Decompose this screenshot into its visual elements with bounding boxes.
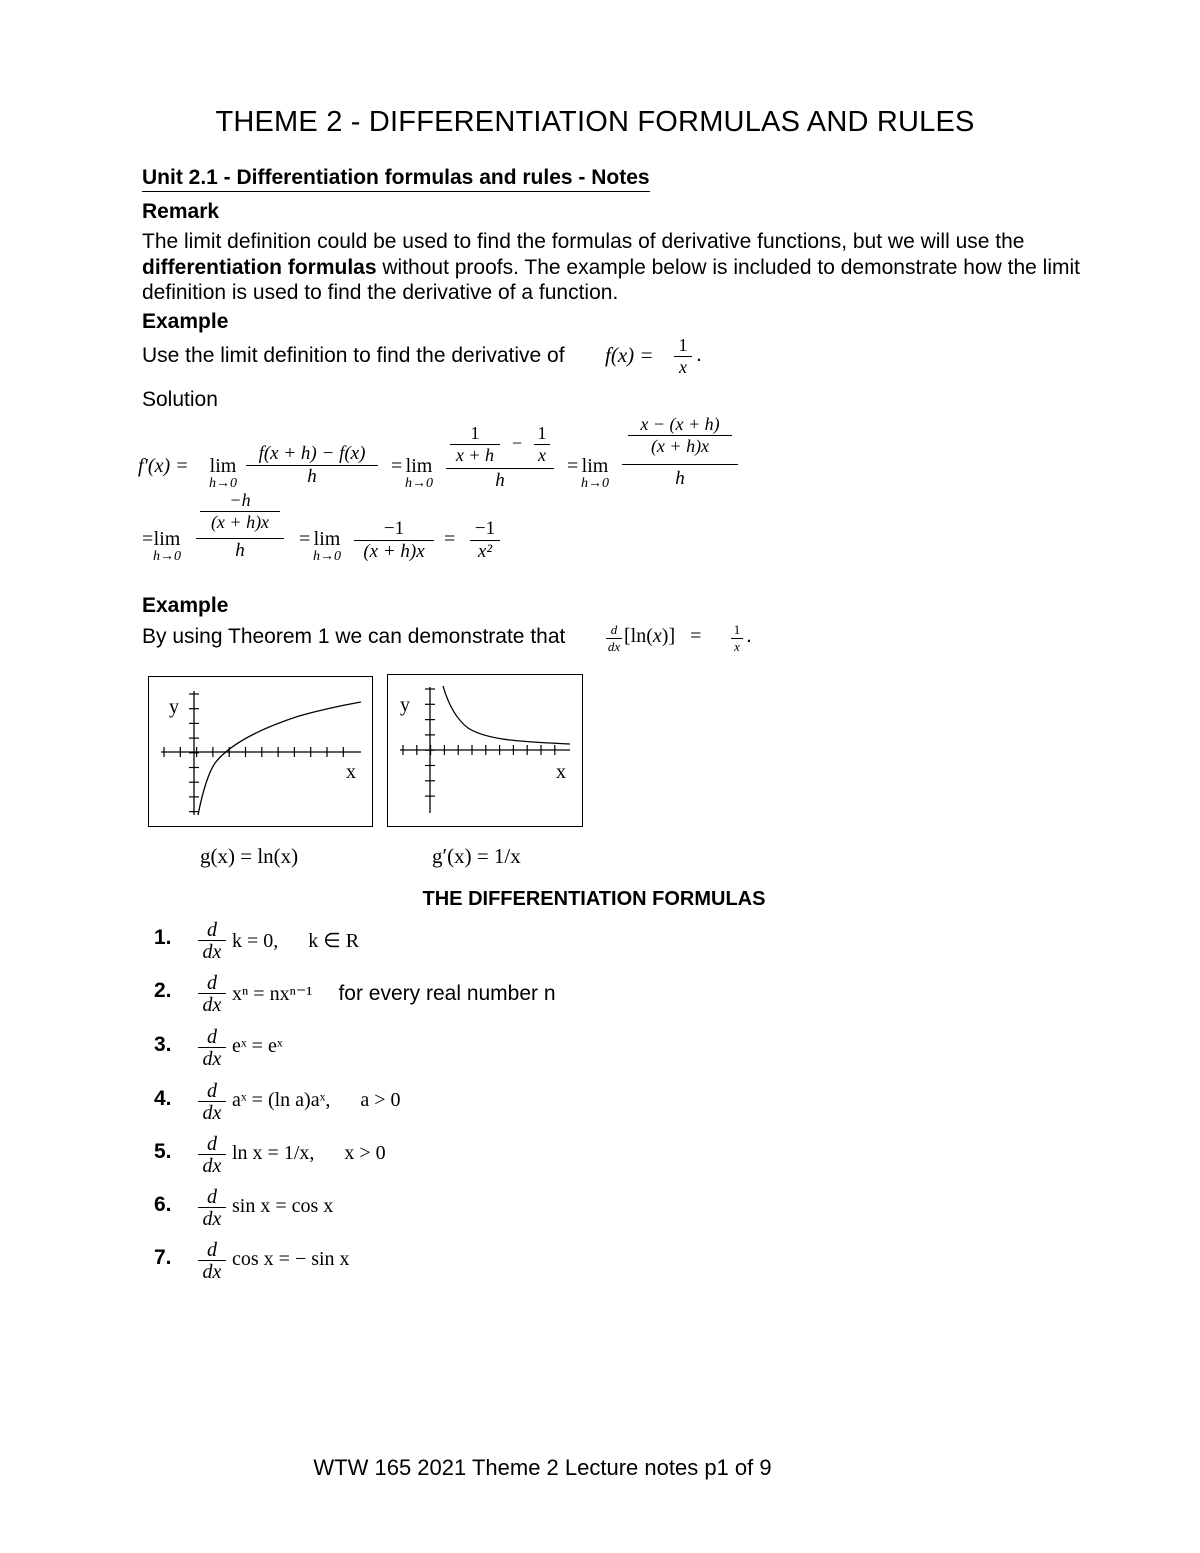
example2-ln: [ln(x)] = <box>624 625 702 647</box>
example2-period: . <box>746 624 752 647</box>
lim-5: lim h→0 <box>313 528 341 564</box>
remark-text-before: The limit definition could be used to find the formulas of derivative functions, but we will use the <box>142 230 1025 253</box>
lim-1: lim h→0 <box>209 455 237 491</box>
formula-expression <box>232 981 556 1006</box>
formula-condition: x > 0 <box>344 1142 386 1164</box>
formula-expression <box>232 1248 350 1271</box>
example1-heading: Example <box>142 310 229 333</box>
formula-number: 4. <box>154 1087 172 1110</box>
lim-2: lim h→0 <box>405 455 433 491</box>
formula-number: 5. <box>154 1140 172 1163</box>
example2-d-dx: d dx <box>607 622 621 654</box>
formula-note: for every real number n <box>338 982 556 1005</box>
formula-expr: k = 0, <box>232 930 279 952</box>
equals-3: = <box>567 455 579 477</box>
page-title: THEME 2 - DIFFERENTIATION FORMULAS AND RULES <box>215 106 975 138</box>
example1-prompt: Use the limit definition to find the derivative of <box>142 344 565 367</box>
equals-5: = <box>299 528 311 550</box>
solution-label: Solution <box>142 388 218 411</box>
formula-condition: a > 0 <box>360 1089 401 1111</box>
formula-expr: eˣ = eˣ <box>232 1035 283 1057</box>
formula-d-dx: d dx <box>198 1081 226 1124</box>
graph-reciprocal <box>387 674 583 827</box>
graph-reciprocal-y-label: y <box>400 694 410 716</box>
step1-lhs: f′(x) = <box>138 455 189 477</box>
formula-number: 6. <box>154 1193 172 1216</box>
formula-number: 7. <box>154 1246 172 1269</box>
formula-expression <box>232 1035 283 1058</box>
step5-fraction: −1 (x + h)x <box>354 518 434 563</box>
formula-expression <box>232 1089 401 1112</box>
graph-reciprocal-svg <box>388 675 582 826</box>
remark-paragraph <box>142 229 1082 306</box>
equals-2: = <box>391 455 403 477</box>
step1-fraction: f(x + h) − f(x) h <box>246 443 378 488</box>
formula-expr: cos x = − sin x <box>232 1248 350 1270</box>
formula-d-dx: d dx <box>198 1240 226 1283</box>
formula-d-dx: d dx <box>198 920 226 963</box>
graph-ln-svg <box>149 677 372 826</box>
graph-ln-x-label: x <box>346 761 356 783</box>
remark-bold-term: differentiation formulas <box>142 255 377 279</box>
example2-prompt: By using Theorem 1 we can demonstrate that <box>142 625 566 648</box>
formula-d-dx: d dx <box>198 1187 226 1230</box>
formula-expression <box>232 1142 386 1165</box>
formulas-heading: THE DIFFERENTIATION FORMULAS <box>422 888 766 910</box>
example2-one-over-x: 1 x <box>731 622 743 655</box>
formula-number: 3. <box>154 1033 172 1056</box>
formula-expr: xⁿ = nxⁿ⁻¹ <box>232 983 313 1005</box>
lim-3: lim h→0 <box>581 455 609 491</box>
formula-condition: k ∈ R <box>308 930 360 952</box>
remark-heading: Remark <box>142 200 220 223</box>
graph-ln <box>148 676 373 827</box>
page-footer: WTW 165 2021 Theme 2 Lecture notes p1 of 9 <box>313 1455 772 1480</box>
lim-4: lim h→0 <box>153 528 181 564</box>
formula-expr: ln x = 1/x, <box>232 1142 315 1164</box>
formula-expression <box>232 928 359 953</box>
equals-6: = <box>444 528 456 550</box>
formula-number: 2. <box>154 979 172 1002</box>
graph-ln-caption: g(x) = ln(x) <box>200 844 299 868</box>
graph-ln-y-label: y <box>169 696 179 718</box>
graph-reciprocal-caption: g′(x) = 1/x <box>432 844 521 868</box>
equals-4: = <box>142 528 154 550</box>
graph-reciprocal-x-label: x <box>556 761 566 783</box>
remark-text-after: without proofs. The example below is included to demonstrate how the limit definition is used to find the derivative of a function. <box>142 255 1081 304</box>
formula-d-dx: d dx <box>198 1027 226 1070</box>
example2-heading: Example <box>142 594 229 617</box>
result-fraction: −1 x² <box>470 518 500 563</box>
formula-expr: sin x = cos x <box>232 1195 334 1217</box>
example1-function: f(x) = <box>605 343 654 367</box>
example1-function-fraction: 1 x <box>674 335 692 378</box>
formula-expr: aˣ = (ln a)aˣ, <box>232 1089 331 1111</box>
formula-d-dx: d dx <box>198 1134 226 1177</box>
formula-expression <box>232 1195 333 1218</box>
example1-period: . <box>696 343 702 366</box>
formula-number: 1. <box>154 926 172 949</box>
formula-d-dx: d dx <box>198 973 226 1016</box>
unit-heading: Unit 2.1 - Differentiation formulas and rules - Notes <box>142 166 650 192</box>
